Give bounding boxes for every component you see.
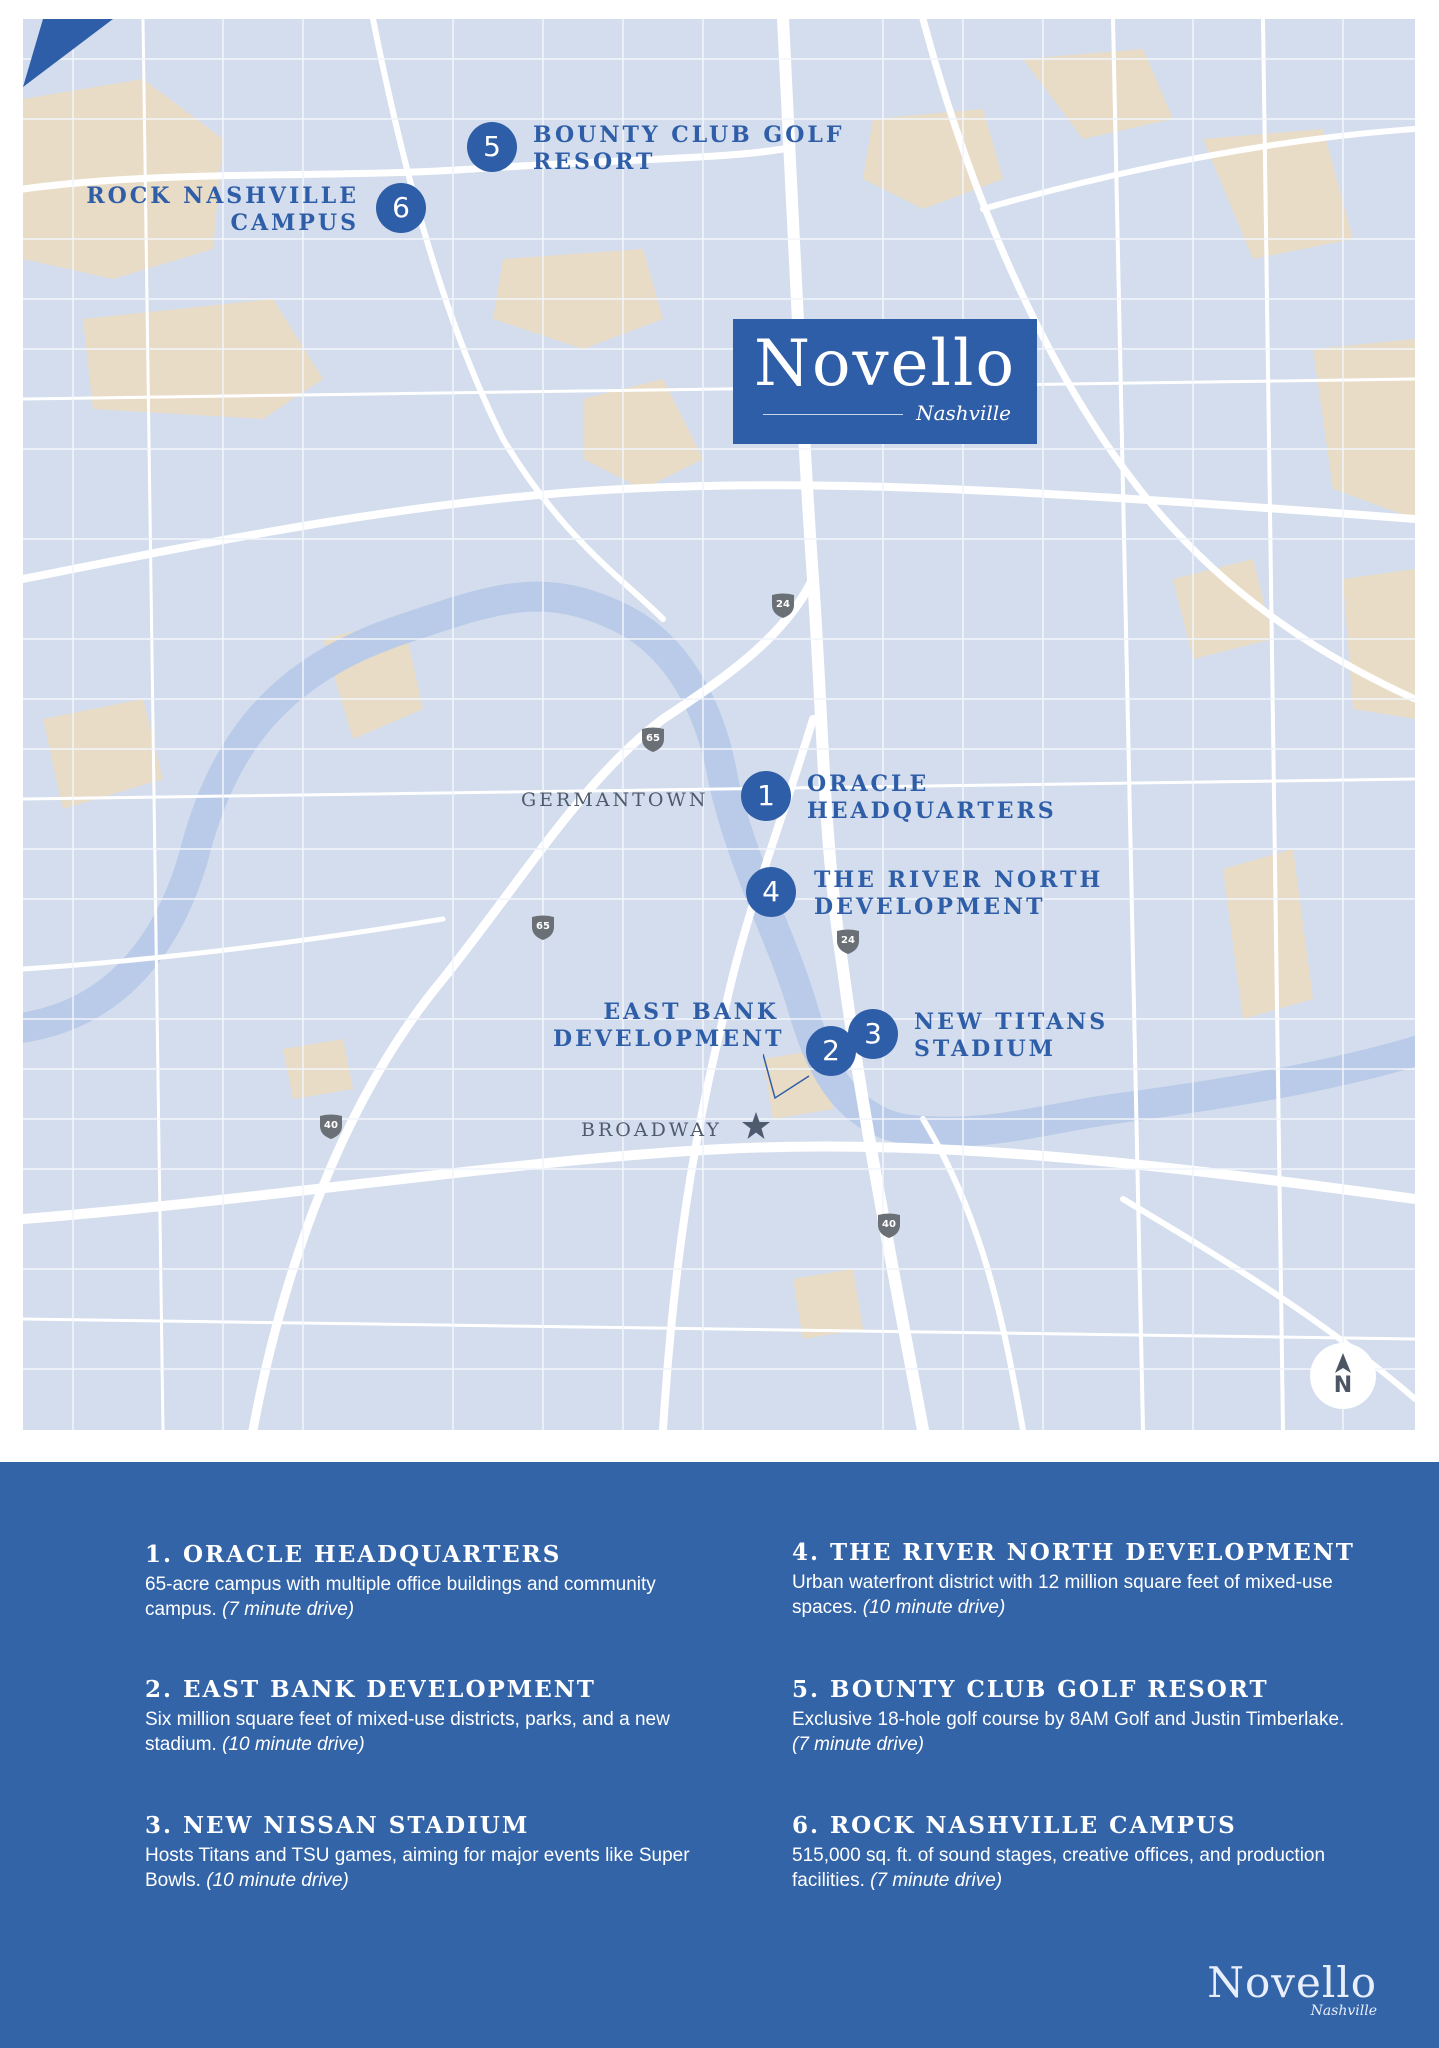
compass: [1310, 1343, 1376, 1409]
info-entry-6: [792, 1812, 1352, 1893]
logo-name: Novello: [753, 327, 1017, 401]
entry-description: Hosts Titans and TSU games, aiming for major events like Super Bowls. (10 minute drive): [145, 1845, 690, 1891]
entry-description: Six million square feet of mixed-use districts, parks, and a new stadium. (10 minute drive): [145, 1709, 670, 1755]
entry-title: 3. NEW NISSAN STADIUM: [145, 1812, 530, 1839]
footer-logo-subtitle: Nashville: [1310, 2003, 1377, 2019]
entry-title: 4. THE RIVER NORTH DEVELOPMENT: [792, 1539, 1355, 1566]
marker-3[interactable]: 3: [848, 1009, 898, 1059]
interstate-24-shield-icon: 24: [836, 929, 860, 955]
north-arrow-icon: [1333, 1353, 1353, 1373]
info-entry-4: [792, 1539, 1355, 1620]
marker-6[interactable]: 6: [376, 183, 426, 233]
entry-description: Urban waterfront district with 12 million square feet of mixed-use spaces. (10 minute drive): [792, 1572, 1333, 1618]
marker-3-label: NEW TITANS STADIUM: [914, 1009, 1109, 1062]
marker-1[interactable]: 1: [741, 771, 791, 821]
marker-5[interactable]: 5: [467, 122, 517, 172]
area-broadway: BROADWAY: [581, 1119, 722, 1141]
marker-5-label: BOUNTY CLUB GOLF RESORT: [533, 122, 845, 175]
info-entry-3: [145, 1812, 705, 1893]
novello-map-logo: [733, 319, 1037, 444]
map[interactable]: [23, 19, 1415, 1430]
entry-title: 1. ORACLE HEADQUARTERS: [145, 1541, 562, 1568]
marker-2[interactable]: 2: [806, 1026, 856, 1076]
entry-title: 5. BOUNTY CLUB GOLF RESORT: [792, 1676, 1269, 1703]
info-entry-1: [145, 1541, 705, 1622]
logo-callout-tail: [23, 19, 113, 89]
marker-4-label: THE RIVER NORTH DEVELOPMENT: [814, 867, 1104, 920]
star-icon: [741, 1111, 771, 1141]
interstate-65-shield-icon: 65: [641, 727, 665, 753]
marker-2-leader: [763, 1054, 813, 1104]
marker-2-label: EAST BANK DEVELOPMENT: [553, 999, 785, 1052]
marker-4[interactable]: 4: [746, 867, 796, 917]
entry-description: 515,000 sq. ft. of sound stages, creative offices, and production facilities. (7 minute drive): [792, 1845, 1326, 1891]
logo-subtitle: Nashville: [916, 401, 1011, 425]
logo-rule: [763, 414, 903, 415]
interstate-24-shield-icon: 24: [771, 593, 795, 619]
info-entry-5: [792, 1676, 1352, 1757]
interstate-65-shield-icon: 65: [531, 915, 555, 941]
entry-description: Exclusive 18-hole golf course by 8AM Golf and Justin Timberlake. (7 minute drive): [792, 1709, 1345, 1755]
interstate-40-shield-icon: 40: [319, 1114, 343, 1140]
info-entry-2: [145, 1676, 705, 1757]
entry-title: 2. EAST BANK DEVELOPMENT: [145, 1676, 596, 1703]
compass-letter: N: [1333, 1373, 1353, 1398]
marker-6-label: ROCK NASHVILLE CAMPUS: [86, 183, 359, 236]
entry-title: 6. ROCK NASHVILLE CAMPUS: [792, 1812, 1237, 1839]
area-germantown: GERMANTOWN: [521, 789, 709, 811]
interstate-40-shield-icon: 40: [877, 1213, 901, 1239]
entry-description: 65-acre campus with multiple office buildings and community campus. (7 minute drive): [145, 1574, 656, 1620]
marker-1-label: ORACLE HEADQUARTERS: [807, 771, 1057, 824]
novello-footer-logo: [1207, 1958, 1377, 2019]
footer-logo-name: Novello: [1207, 1958, 1377, 2007]
